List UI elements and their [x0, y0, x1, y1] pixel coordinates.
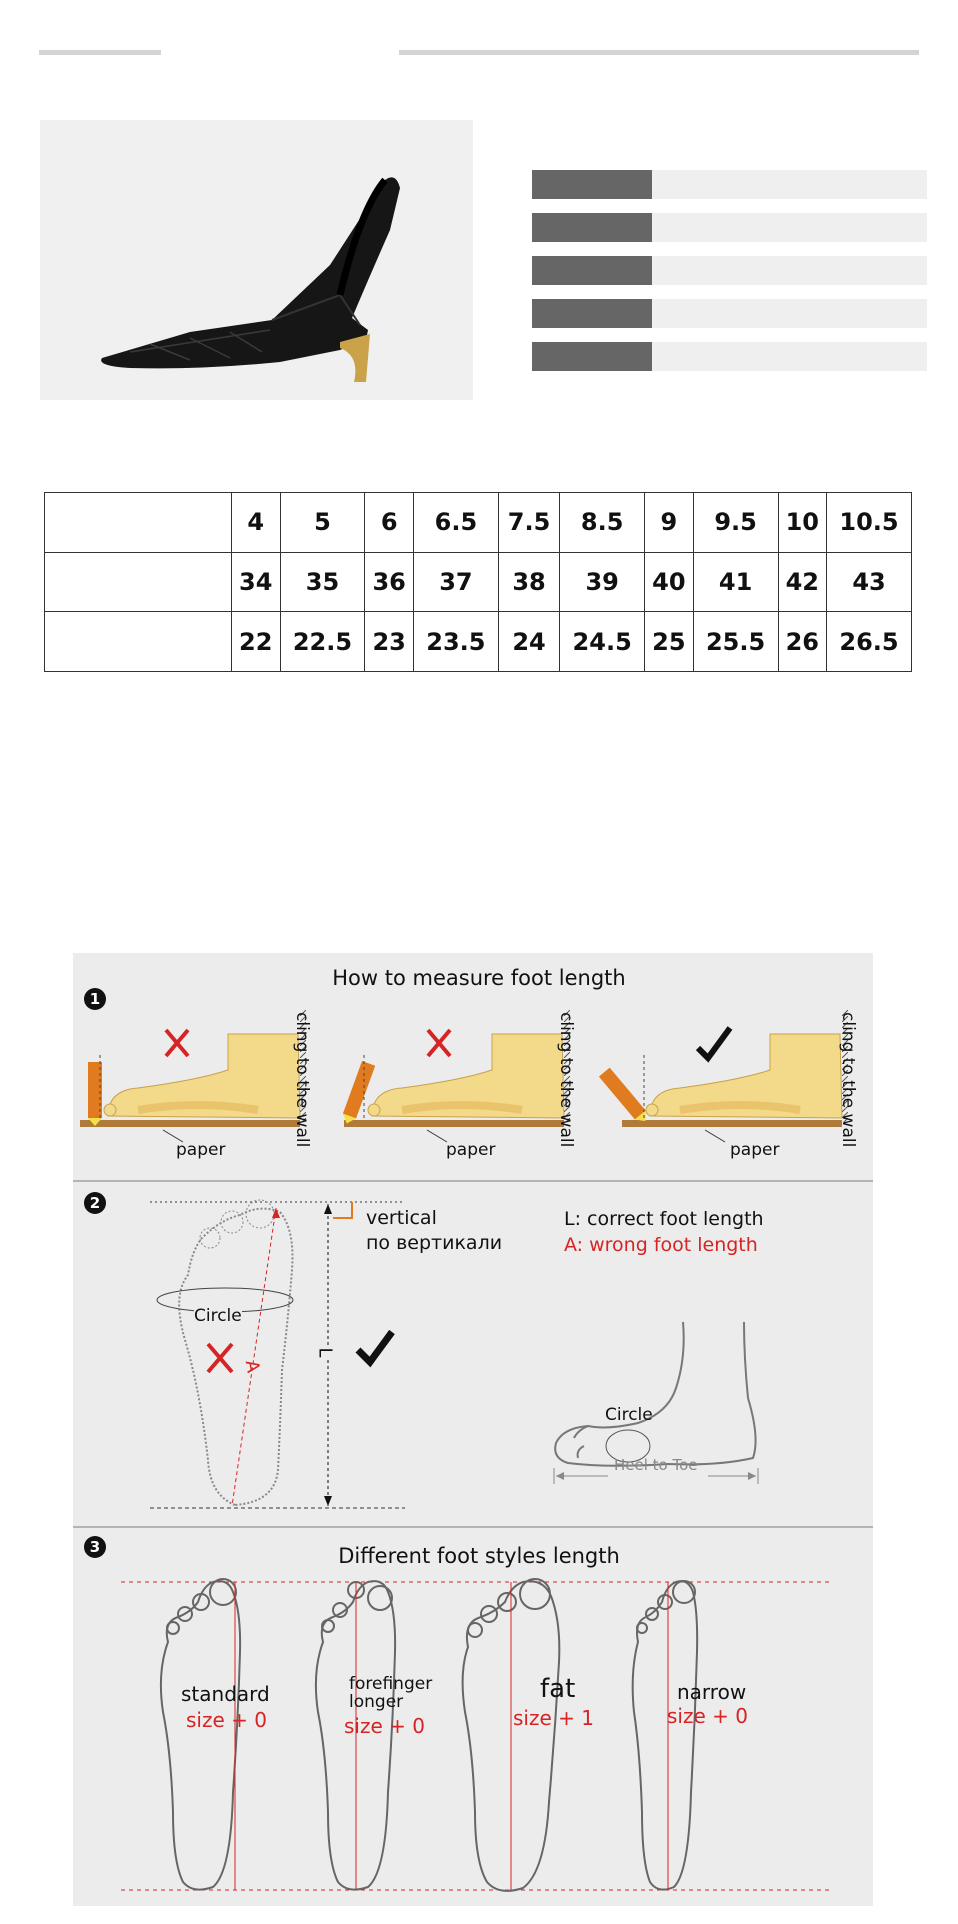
spec-bar	[532, 342, 927, 371]
foot-style-name: narrow	[677, 1680, 747, 1704]
table-row	[45, 493, 912, 553]
wall-label: cling to the wall	[292, 1012, 312, 1148]
table-row	[45, 612, 912, 672]
header-line-right	[399, 50, 919, 55]
table-cell: 7.5	[498, 493, 559, 553]
table-cell: 23.5	[413, 612, 498, 672]
table-cell: 36	[365, 552, 414, 612]
product-image	[40, 120, 473, 400]
foot-standard	[161, 1579, 240, 1890]
letter-l-label: L	[314, 1347, 336, 1358]
table-cell: 4	[232, 493, 281, 553]
step-number-3: 3	[84, 1536, 106, 1558]
step-number-2: 2	[84, 1192, 106, 1214]
foot-style-size: size + 0	[344, 1714, 425, 1738]
foot-style-name: standard	[181, 1682, 270, 1706]
table-cell: 39	[560, 552, 645, 612]
foot-style-name: forefinger	[349, 1674, 433, 1694]
table-cell: 25.5	[693, 612, 778, 672]
wrong-x-icon	[166, 1030, 188, 1056]
step-number-1: 1	[84, 988, 106, 1010]
table-cell: 26	[778, 612, 827, 672]
paper-label: paper	[446, 1140, 496, 1160]
wrong-length-label: A: wrong foot length	[564, 1234, 758, 1256]
wrong-x-icon	[428, 1030, 450, 1056]
spec-bar	[532, 256, 927, 285]
spec-bar	[532, 299, 927, 328]
foot-style-size: size + 0	[667, 1704, 748, 1728]
table-cell: 35	[280, 552, 365, 612]
foot-style-size: size + 1	[513, 1706, 594, 1730]
wall-label: cling to the wall	[838, 1012, 858, 1148]
row-label	[45, 493, 232, 553]
paper-label: paper	[730, 1140, 780, 1160]
table-cell: 26.5	[827, 612, 912, 672]
table-cell: 37	[413, 552, 498, 612]
row-label	[45, 552, 232, 612]
table-cell: 9	[645, 493, 694, 553]
section-divider	[73, 1180, 873, 1182]
size-chart-table	[44, 492, 912, 672]
table-cell: 9.5	[693, 493, 778, 553]
circle-label: Circle	[194, 1306, 242, 1326]
section1-title: How to measure foot length	[332, 966, 626, 990]
circle-label-side: Circle	[605, 1405, 653, 1425]
header-line-left	[39, 50, 161, 55]
spec-bar	[532, 170, 927, 199]
foot-narrow	[633, 1581, 698, 1890]
foot-styles-illustration	[73, 1572, 873, 1902]
paper-label: paper	[176, 1140, 226, 1160]
foot-style-name: fat	[540, 1674, 576, 1704]
table-cell: 34	[232, 552, 281, 612]
wall-label: cling to the wall	[556, 1012, 576, 1148]
table-cell: 10	[778, 493, 827, 553]
slingback-pump-shoe-icon	[40, 120, 473, 400]
table-cell: 41	[693, 552, 778, 612]
table-cell: 24.5	[560, 612, 645, 672]
correct-check-icon	[358, 1332, 392, 1362]
table-cell: 25	[645, 612, 694, 672]
table-cell: 42	[778, 552, 827, 612]
table-cell: 38	[498, 552, 559, 612]
correct-check-icon	[698, 1028, 730, 1058]
table-cell: 8.5	[560, 493, 645, 553]
section3-title: Different foot styles length	[338, 1544, 620, 1568]
foot-style-size: size + 0	[186, 1708, 267, 1732]
correct-length-label: L: correct foot length	[564, 1208, 764, 1230]
section-divider	[73, 1526, 873, 1528]
table-cell: 6	[365, 493, 414, 553]
table-cell: 23	[365, 612, 414, 672]
table-cell: 10.5	[827, 493, 912, 553]
table-cell: 24	[498, 612, 559, 672]
measure-illustration-3	[620, 1010, 860, 1160]
letter-a-label: A	[240, 1358, 264, 1375]
foot-fat	[463, 1579, 560, 1891]
row-label	[45, 612, 232, 672]
vertical-label-en: vertical	[366, 1207, 437, 1229]
table-cell: 6.5	[413, 493, 498, 553]
spec-bar	[532, 213, 927, 242]
foot-style-name-2: longer	[349, 1692, 404, 1712]
vertical-label-ru: по вертикали	[366, 1232, 503, 1254]
heel-to-toe-label: Heel to Toe	[614, 1456, 698, 1474]
table-cell: 22.5	[280, 612, 365, 672]
measure-illustration-1	[78, 1010, 318, 1160]
table-row	[45, 552, 912, 612]
measure-illustration-2	[342, 1010, 582, 1160]
table-cell: 43	[827, 552, 912, 612]
table-cell: 22	[232, 612, 281, 672]
table-cell: 5	[280, 493, 365, 553]
wrong-x-icon	[208, 1344, 232, 1372]
table-cell: 40	[645, 552, 694, 612]
